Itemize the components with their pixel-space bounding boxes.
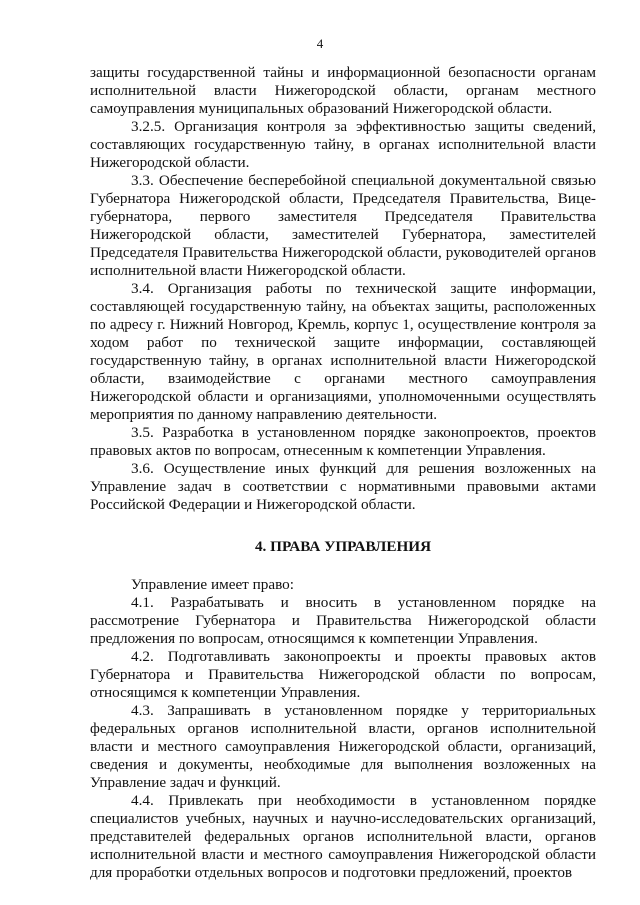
paragraph-4-4: 4.4. Привлекать при необходимости в установленном порядке специалистов учебных, научных и научно-исследовательских организаций, представителей федеральных органов исполнительной власти, органов исполнительной власти и местного самоуправления Нижегородской области для проработки отдельных вопросов и подготовки предложений, проектов	[90, 792, 596, 881]
paragraph-4-3: 4.3. Запрашивать в установленном порядке у территориальных федеральных органов исполнительной власти, органов исполнительной власти и местного самоуправления Нижегородской области, организаций, сведения и документы, необходимые для выполнения возложенных на Управление задач и функций.	[90, 702, 596, 791]
paragraph-3-4: 3.4. Организация работы по технической защите информации, составляющей государственную тайну, на объектах защиты, расположенных по адресу г. Нижний Новгород, Кремль, корпус 1, осуществление контроля за ходом работ по технической защите информации, составляющей государственную тайну, в органах исполнительной власти Нижегородской области, взаимодействие с органами местного самоуправления Нижегородской области и организациями, уполномоченными осуществлять мероприятия по данному направлению деятельности.	[90, 280, 596, 423]
paragraph-4-1: 4.1. Разрабатывать и вносить в установленном порядке на рассмотрение Губернатора и Правительства Нижегородской области предложения по вопросам, относящимся к компетенции Управления.	[90, 594, 596, 647]
paragraph-rights-intro: Управление имеет право:	[131, 576, 294, 593]
paragraph-3-6: 3.6. Осуществление иных функций для решения возложенных на Управление задач в соответствии с нормативными правовыми актами Российской Федерации и Нижегородской области.	[90, 460, 596, 513]
document-body	[90, 64, 596, 882]
section-heading: 4. ПРАВА УПРАВЛЕНИЯ	[254, 538, 432, 555]
paragraph-3-5: 3.5. Разработка в установленном порядке законопроектов, проектов правовых актов по вопросам, отнесенным к компетенции Управления.	[90, 424, 596, 459]
paragraph-3-2-5: 3.2.5. Организация контроля за эффективностью защиты сведений, составляющих государственную тайну, в органах исполнительной власти Нижегородской области.	[90, 118, 596, 171]
paragraph-continuation: защиты государственной тайны и информационной безопасности органам исполнительной власти Нижегородской области, органам местного самоуправления муниципальных образований Нижегородской области.	[90, 64, 596, 117]
page-number: 4	[316, 36, 324, 51]
paragraph-3-3: 3.3. Обеспечение бесперебойной специальной документальной связью Губернатора Нижегородской области, Председателя Правительства, Вице-губернатора, первого заместителя Председателя Правительства Нижегородской области, заместителей Губернатора, заместителей Председателя Правительства Нижегородской области, руководителей органов исполнительной власти Нижегородской области.	[90, 172, 596, 279]
paragraph-4-2: 4.2. Подготавливать законопроекты и проекты правовых актов Губернатора и Правительства Нижегородской области по вопросам, относящимся к компетенции Управления.	[90, 648, 596, 701]
